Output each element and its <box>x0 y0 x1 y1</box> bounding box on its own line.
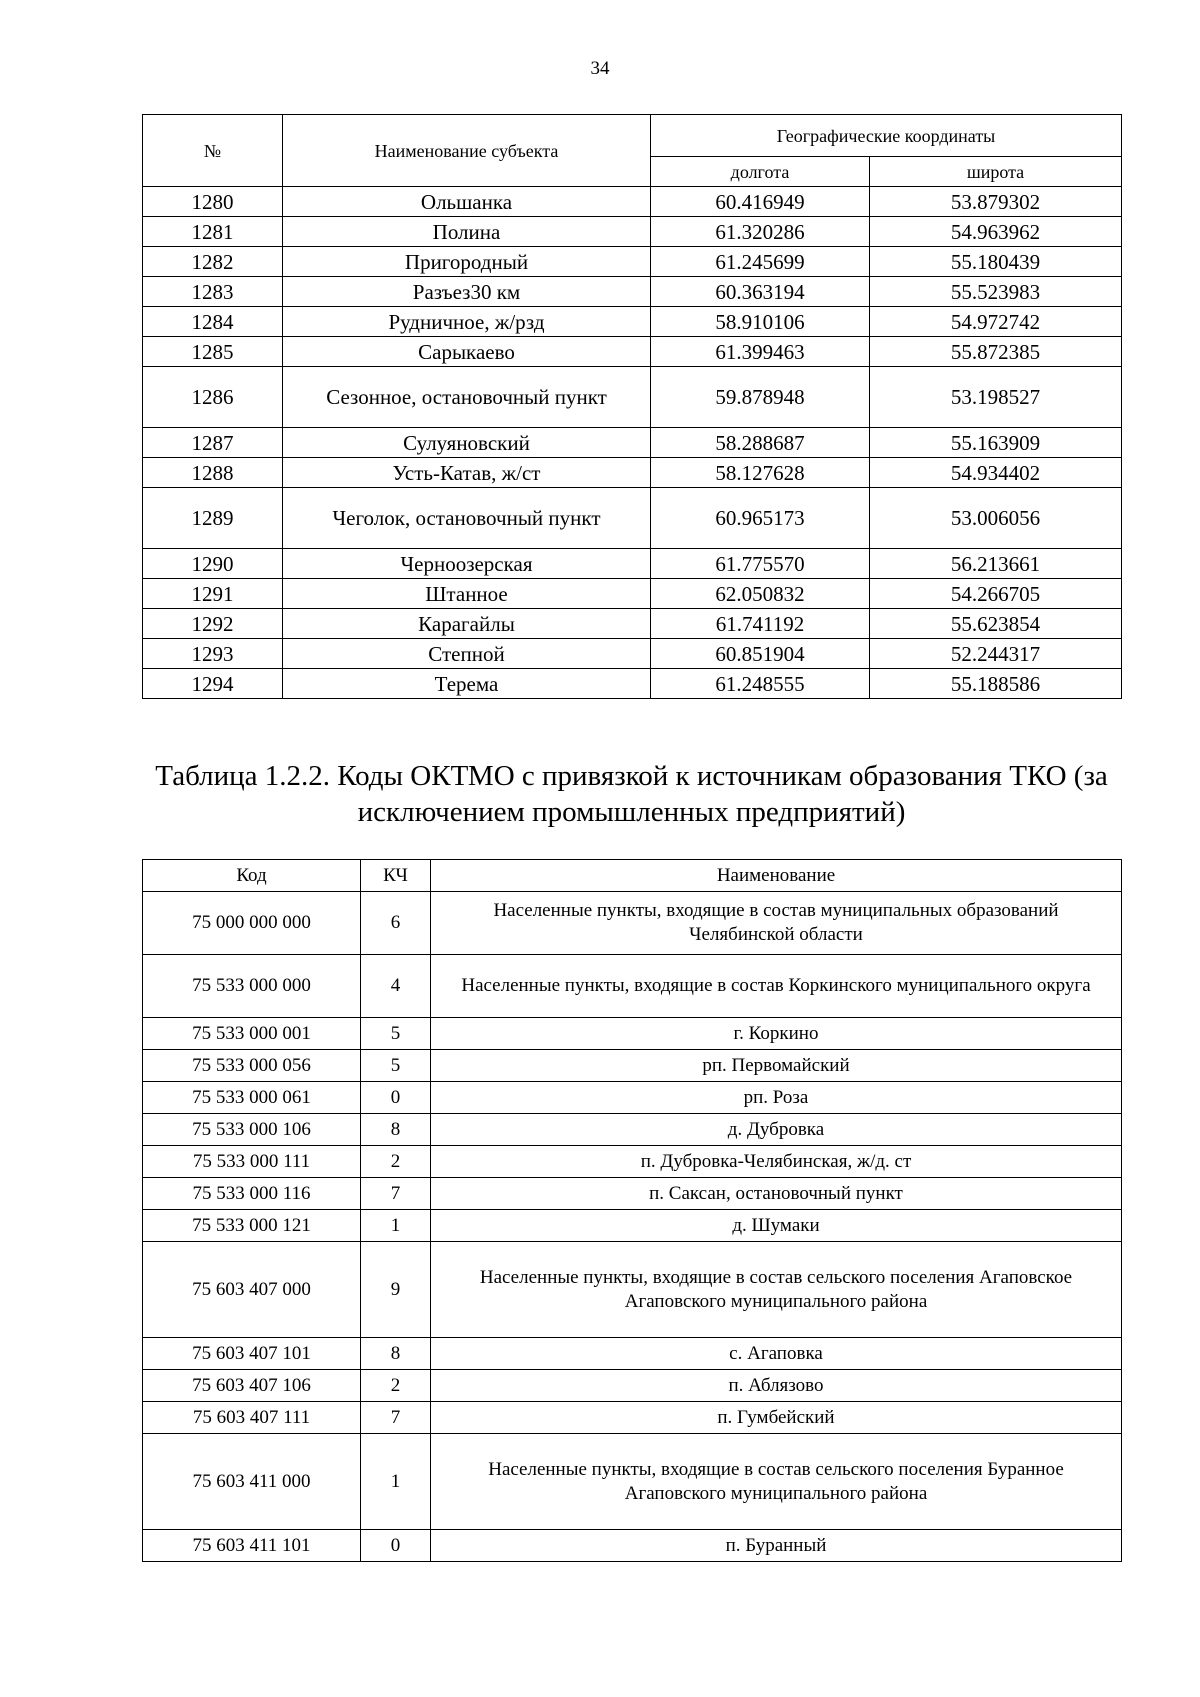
cell-name: Ольшанка <box>283 187 651 217</box>
table-row <box>143 639 1122 669</box>
table-row <box>143 488 1122 549</box>
cell-code: 75 000 000 000 <box>143 892 361 955</box>
cell-lon: 60.416949 <box>651 187 870 217</box>
cell-lat: 55.180439 <box>870 247 1122 277</box>
cell-kch: 2 <box>361 1370 431 1402</box>
cell-name: п. Гумбейский <box>431 1402 1122 1434</box>
cell-name: рп. Роза <box>431 1082 1122 1114</box>
table-row <box>143 337 1122 367</box>
table-row <box>143 1178 1122 1210</box>
cell-code: 75 533 000 116 <box>143 1178 361 1210</box>
cell-code: 75 533 000 121 <box>143 1210 361 1242</box>
coordinates-table <box>142 114 1122 699</box>
cell-code: 75 533 000 061 <box>143 1082 361 1114</box>
cell-code: 75 603 411 000 <box>143 1434 361 1530</box>
cell-num: 1288 <box>143 458 283 488</box>
table-caption: Таблица 1.2.2. Коды ОКТМО с привязкой к источникам образования ТКО (за исключением промышленных предприятий) <box>155 760 1108 828</box>
cell-lon: 60.851904 <box>651 639 870 669</box>
cell-name: Сезонное, остановочный пункт <box>283 367 651 428</box>
cell-code: 75 533 000 000 <box>143 955 361 1018</box>
cell-lat: 55.163909 <box>870 428 1122 458</box>
cell-kch: 0 <box>361 1082 431 1114</box>
cell-lat: 53.006056 <box>870 488 1122 549</box>
cell-num: 1291 <box>143 579 283 609</box>
table-row <box>143 367 1122 428</box>
table-row <box>143 549 1122 579</box>
cell-name: д. Шумаки <box>431 1210 1122 1242</box>
table-row <box>143 1146 1122 1178</box>
cell-lon: 58.288687 <box>651 428 870 458</box>
cell-num: 1284 <box>143 307 283 337</box>
cell-name: Черноозерская <box>283 549 651 579</box>
cell-num: 1283 <box>143 277 283 307</box>
cell-num: 1293 <box>143 639 283 669</box>
cell-lon: 61.320286 <box>651 217 870 247</box>
cell-name: рп. Первомайский <box>431 1050 1122 1082</box>
cell-lon: 58.127628 <box>651 458 870 488</box>
table-row <box>143 1338 1122 1370</box>
cell-name: Карагайлы <box>283 609 651 639</box>
cell-code: 75 603 407 111 <box>143 1402 361 1434</box>
cell-lon: 60.965173 <box>651 488 870 549</box>
cell-name: п. Аблязово <box>431 1370 1122 1402</box>
table-row <box>143 217 1122 247</box>
table-row <box>143 609 1122 639</box>
cell-name: Населенные пункты, входящие в состав муниципальных образований Челябинской области <box>431 892 1122 955</box>
cell-kch: 4 <box>361 955 431 1018</box>
cell-lon: 61.741192 <box>651 609 870 639</box>
cell-kch: 7 <box>361 1402 431 1434</box>
table-row <box>143 1242 1122 1338</box>
cell-name: Сарыкаево <box>283 337 651 367</box>
table-row <box>143 307 1122 337</box>
table-row <box>143 1370 1122 1402</box>
cell-num: 1280 <box>143 187 283 217</box>
cell-num: 1285 <box>143 337 283 367</box>
cell-name: Сулуяновский <box>283 428 651 458</box>
table-row <box>143 669 1122 699</box>
cell-lat: 53.198527 <box>870 367 1122 428</box>
cell-code: 75 603 411 101 <box>143 1530 361 1562</box>
cell-lat: 54.963962 <box>870 217 1122 247</box>
cell-code: 75 533 000 111 <box>143 1146 361 1178</box>
cell-code: 75 603 407 000 <box>143 1242 361 1338</box>
table-row <box>143 277 1122 307</box>
cell-name: Разъез30 км <box>283 277 651 307</box>
header-code: Код <box>143 860 361 892</box>
cell-name: д. Дубровка <box>431 1114 1122 1146</box>
cell-code: 75 603 407 101 <box>143 1338 361 1370</box>
table-row <box>143 1018 1122 1050</box>
cell-num: 1289 <box>143 488 283 549</box>
cell-lat: 52.244317 <box>870 639 1122 669</box>
cell-lon: 61.245699 <box>651 247 870 277</box>
cell-lat: 54.934402 <box>870 458 1122 488</box>
cell-num: 1281 <box>143 217 283 247</box>
cell-kch: 9 <box>361 1242 431 1338</box>
table-row <box>143 955 1122 1018</box>
cell-lat: 54.266705 <box>870 579 1122 609</box>
cell-lon: 62.050832 <box>651 579 870 609</box>
header-geo-coordinates: Географические координаты <box>651 115 1122 157</box>
cell-name: Населенные пункты, входящие в состав сельского поселения Буранное Агаповского муниципального района <box>431 1434 1122 1530</box>
cell-name: Терема <box>283 669 651 699</box>
table-row <box>143 1434 1122 1530</box>
cell-num: 1294 <box>143 669 283 699</box>
cell-code: 75 533 000 106 <box>143 1114 361 1146</box>
table-row <box>143 1050 1122 1082</box>
table-row <box>143 1402 1122 1434</box>
cell-lon: 58.910106 <box>651 307 870 337</box>
cell-kch: 2 <box>361 1146 431 1178</box>
cell-code: 75 533 000 056 <box>143 1050 361 1082</box>
cell-lat: 53.879302 <box>870 187 1122 217</box>
cell-name: Населенные пункты, входящие в состав сельского поселения Агаповское Агаповского муниципального района <box>431 1242 1122 1338</box>
cell-lat: 55.523983 <box>870 277 1122 307</box>
cell-lat: 55.188586 <box>870 669 1122 699</box>
cell-name: Рудничное, ж/рзд <box>283 307 651 337</box>
cell-name: п. Дубровка-Челябинская, ж/д. ст <box>431 1146 1122 1178</box>
cell-num: 1286 <box>143 367 283 428</box>
table-row <box>143 428 1122 458</box>
cell-name: с. Агаповка <box>431 1338 1122 1370</box>
table-row <box>143 1210 1122 1242</box>
cell-name: Населенные пункты, входящие в состав Коркинского муниципального округа <box>431 955 1122 1018</box>
cell-num: 1287 <box>143 428 283 458</box>
table-row <box>143 1530 1122 1562</box>
cell-name: Степной <box>283 639 651 669</box>
cell-kch: 8 <box>361 1114 431 1146</box>
header-name: Наименование <box>431 860 1122 892</box>
cell-kch: 1 <box>361 1210 431 1242</box>
cell-lon: 60.363194 <box>651 277 870 307</box>
cell-name: г. Коркино <box>431 1018 1122 1050</box>
cell-lat: 54.972742 <box>870 307 1122 337</box>
page-number: 34 <box>590 58 610 79</box>
table-row <box>143 1082 1122 1114</box>
header-kch: КЧ <box>361 860 431 892</box>
cell-kch: 0 <box>361 1530 431 1562</box>
cell-name: п. Саксан, остановочный пункт <box>431 1178 1122 1210</box>
cell-name: Полина <box>283 217 651 247</box>
oktmo-table <box>142 859 1122 1562</box>
cell-num: 1292 <box>143 609 283 639</box>
cell-lat: 55.623854 <box>870 609 1122 639</box>
cell-code: 75 603 407 106 <box>143 1370 361 1402</box>
cell-kch: 1 <box>361 1434 431 1530</box>
table-row <box>143 892 1122 955</box>
header-subject-name: Наименование субъекта <box>283 115 651 187</box>
table-row <box>143 458 1122 488</box>
cell-kch: 7 <box>361 1178 431 1210</box>
cell-name: п. Буранный <box>431 1530 1122 1562</box>
table-row <box>143 1114 1122 1146</box>
cell-lon: 61.399463 <box>651 337 870 367</box>
cell-lon: 61.248555 <box>651 669 870 699</box>
cell-lon: 61.775570 <box>651 549 870 579</box>
cell-name: Чеголок, остановочный пункт <box>283 488 651 549</box>
cell-kch: 5 <box>361 1050 431 1082</box>
table-row <box>143 579 1122 609</box>
cell-num: 1282 <box>143 247 283 277</box>
cell-name: Штанное <box>283 579 651 609</box>
table-row <box>143 187 1122 217</box>
cell-kch: 5 <box>361 1018 431 1050</box>
cell-lat: 56.213661 <box>870 549 1122 579</box>
cell-code: 75 533 000 001 <box>143 1018 361 1050</box>
header-longitude: долгота <box>651 157 870 187</box>
cell-name: Усть-Катав, ж/ст <box>283 458 651 488</box>
header-num: № <box>143 115 283 187</box>
cell-lat: 55.872385 <box>870 337 1122 367</box>
cell-kch: 8 <box>361 1338 431 1370</box>
cell-kch: 6 <box>361 892 431 955</box>
header-latitude: широта <box>870 157 1122 187</box>
table-row <box>143 247 1122 277</box>
cell-lon: 59.878948 <box>651 367 870 428</box>
cell-num: 1290 <box>143 549 283 579</box>
cell-name: Пригородный <box>283 247 651 277</box>
